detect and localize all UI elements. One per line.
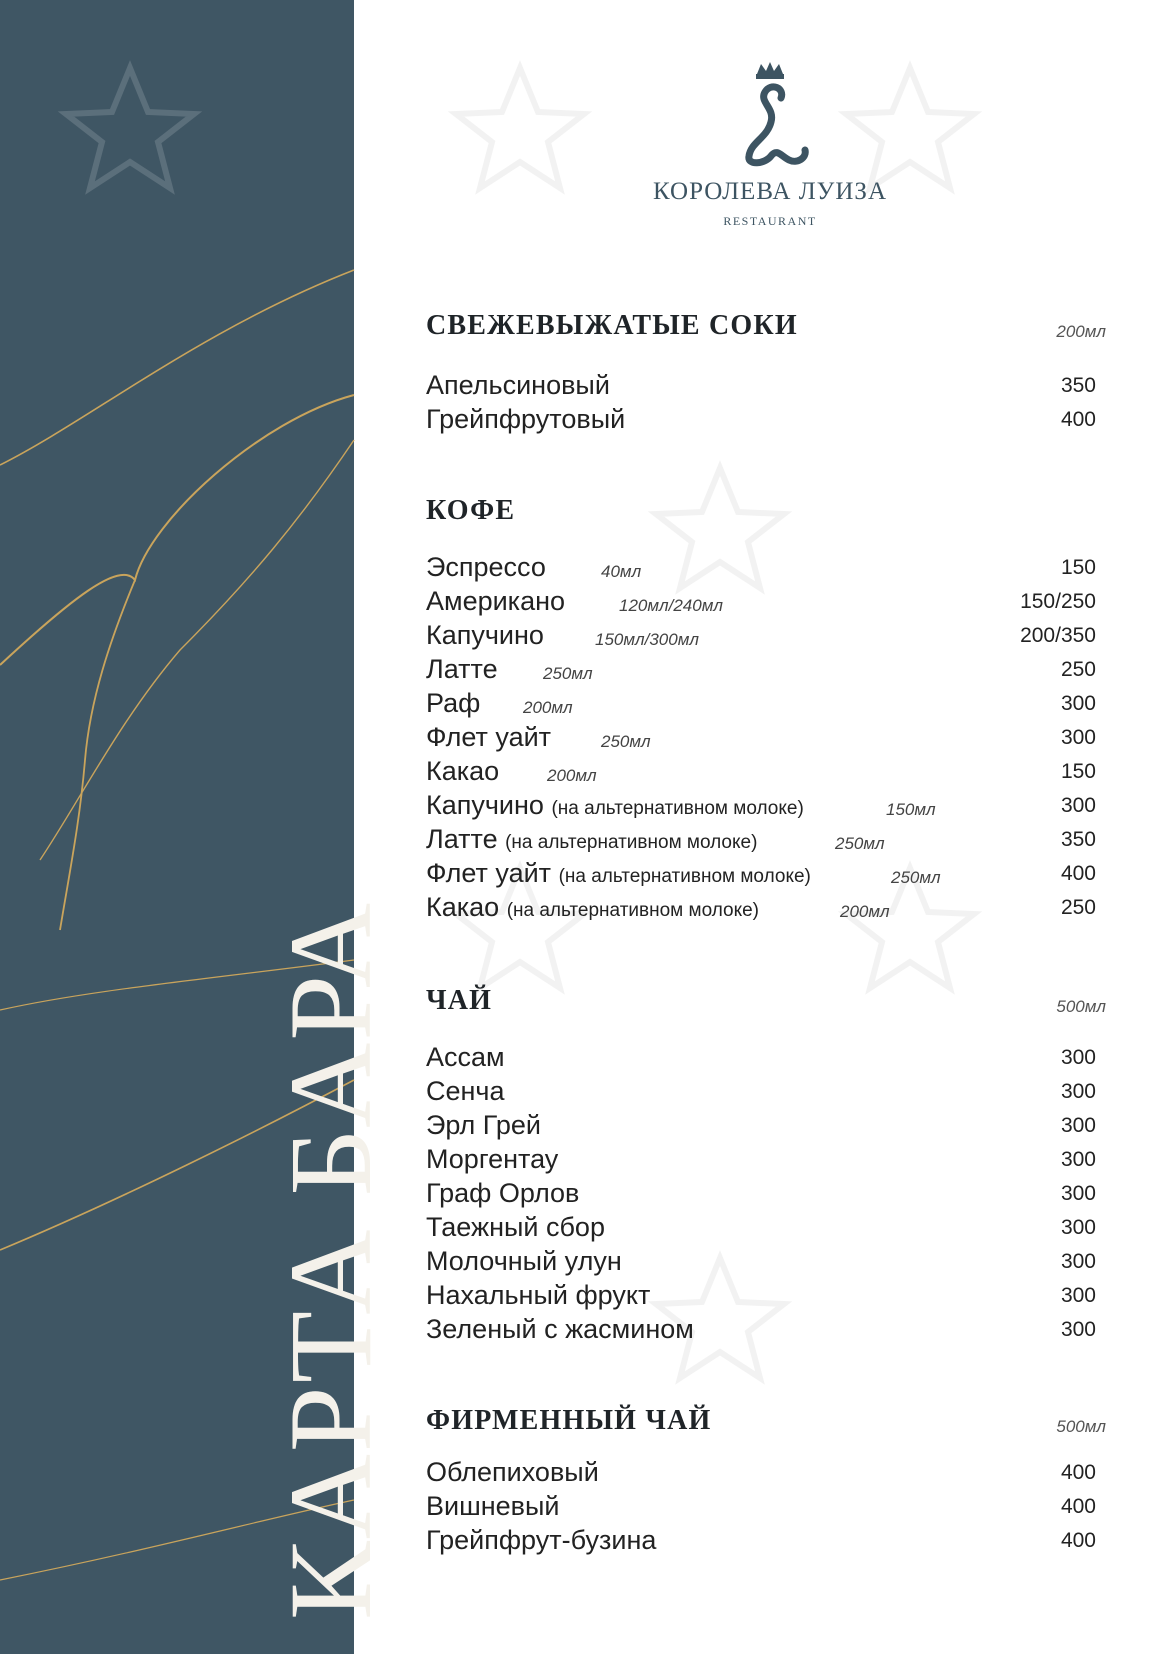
item-price: 400 — [1060, 1495, 1096, 1518]
item-price: 400 — [1060, 408, 1096, 431]
item-price: 400 — [1060, 1461, 1096, 1484]
menu-item — [426, 1110, 1096, 1144]
item-name: Какао — [426, 756, 500, 786]
item-name: Апельсиновый — [426, 370, 610, 400]
item-volume: 200мл — [523, 698, 573, 717]
menu-item — [426, 1280, 1096, 1314]
item-price: 300 — [1060, 1114, 1096, 1137]
menu-item — [426, 1457, 1096, 1491]
item-name: Нахальный фрукт — [426, 1280, 651, 1310]
item-note: (на альтернативном молоке) — [551, 798, 804, 819]
item-name: Грейпфрут-бузина — [426, 1525, 657, 1555]
star-fork-icon — [450, 60, 590, 205]
crowned-letter-l-icon — [725, 60, 815, 170]
item-price: 350 — [1060, 374, 1096, 397]
item-price: 300 — [1060, 1318, 1096, 1341]
item-price: 300 — [1060, 1046, 1096, 1069]
item-name: Какао (на альтернативном молоке) — [426, 892, 760, 922]
item-price: 300 — [1060, 1080, 1096, 1103]
item-volume: 40мл — [601, 562, 642, 581]
item-volume: 250мл — [543, 664, 593, 683]
item-name: Эрл Грей — [426, 1110, 541, 1140]
sidebar-panel — [0, 0, 396, 1654]
menu-item — [426, 1042, 1096, 1076]
item-price: 300 — [1060, 1284, 1096, 1307]
item-price: 400 — [1060, 1529, 1096, 1552]
item-price: 250 — [1060, 896, 1096, 919]
item-volume: 200мл — [547, 766, 597, 785]
item-volume: 200мл — [840, 902, 890, 921]
item-name: Флет уайт (на альтернативном молоке) — [426, 858, 811, 888]
menu-item — [426, 586, 1096, 620]
item-name: Сенча — [426, 1076, 505, 1106]
menu-item — [426, 1246, 1096, 1280]
section-title: СВЕЖЕВЫЖАТЫЕ СОКИ — [426, 310, 798, 341]
item-name: Американо — [426, 586, 566, 616]
item-name: Зеленый с жасмином — [426, 1314, 694, 1344]
menu-item — [426, 756, 1096, 790]
restaurant-name: КОРОЛЕВА ЛУИЗА — [652, 178, 888, 205]
item-name: Капучино — [426, 620, 544, 650]
section-title: ЧАЙ — [426, 985, 493, 1016]
menu-item — [426, 892, 1096, 926]
item-price: 300 — [1060, 1148, 1096, 1171]
item-name: Раф — [426, 688, 481, 718]
menu-item — [426, 370, 1096, 404]
item-name: Ассам — [426, 1042, 505, 1072]
item-price: 200/350 — [1020, 624, 1096, 647]
item-note: (на альтернативном молоке) — [505, 832, 758, 853]
item-volume: 150мл/300мл — [595, 630, 699, 649]
item-name: Флет уайт — [426, 722, 552, 752]
section-volume: 500мл — [1056, 997, 1106, 1016]
item-price: 300 — [1060, 794, 1096, 817]
section-volume: 500мл — [1056, 1417, 1106, 1436]
item-name: Латте (на альтернативном молоке) — [426, 824, 758, 854]
item-volume: 250мл — [601, 732, 651, 751]
menu-item — [426, 790, 1096, 824]
item-name: Латте — [426, 654, 498, 684]
menu-item — [426, 688, 1096, 722]
item-price: 300 — [1060, 1216, 1096, 1239]
menu-item — [426, 824, 1096, 858]
item-volume: 150мл — [886, 800, 936, 819]
item-volume: 250мл — [835, 834, 885, 853]
item-name: Эспрессо — [426, 552, 546, 582]
item-note: (на альтернативном молоке) — [558, 866, 811, 887]
section-title: ФИРМЕННЫЙ ЧАЙ — [426, 1405, 712, 1436]
item-price: 300 — [1060, 1250, 1096, 1273]
item-note: (на альтернативном молоке) — [506, 900, 760, 921]
menu-item — [426, 1491, 1096, 1525]
item-price: 400 — [1060, 862, 1096, 885]
item-price: 250 — [1060, 658, 1096, 681]
item-volume: 250мл — [891, 868, 941, 887]
restaurant-subtitle: RESTAURANT — [723, 214, 817, 228]
item-name: Облепиховый — [426, 1457, 599, 1487]
item-name: Вишневый — [426, 1491, 560, 1521]
item-name: Граф Орлов — [426, 1178, 580, 1208]
restaurant-logo — [620, 60, 920, 229]
menu-item — [426, 1525, 1096, 1559]
item-volume: 120мл/240мл — [619, 596, 723, 615]
menu-item — [426, 404, 1096, 438]
item-name: Моргентау — [426, 1144, 559, 1174]
menu-item — [426, 1314, 1096, 1348]
menu-item — [426, 1212, 1096, 1246]
item-name: Молочный улун — [426, 1246, 622, 1276]
menu-item — [426, 858, 1096, 892]
bar-menu-title: КАРТА БАРА — [265, 900, 396, 1620]
item-name: Таежный сбор — [426, 1212, 605, 1242]
menu-item — [426, 1144, 1096, 1178]
item-price: 300 — [1060, 726, 1096, 749]
menu-item — [426, 1178, 1096, 1212]
item-price: 350 — [1060, 828, 1096, 851]
menu-item — [426, 620, 1096, 654]
menu-item — [426, 654, 1096, 688]
menu-item — [426, 722, 1096, 756]
item-name: Грейпфрутовый — [426, 404, 626, 434]
item-price: 150 — [1060, 556, 1096, 579]
item-price: 300 — [1060, 692, 1096, 715]
menu-item — [426, 552, 1096, 586]
section-title: КОФЕ — [426, 495, 516, 526]
item-price: 150/250 — [1020, 590, 1096, 613]
section-volume: 200мл — [1056, 322, 1106, 341]
item-name: Капучино (на альтернативном молоке) — [426, 790, 804, 820]
menu-item — [426, 1076, 1096, 1110]
item-price: 150 — [1060, 760, 1096, 783]
item-price: 300 — [1060, 1182, 1096, 1205]
